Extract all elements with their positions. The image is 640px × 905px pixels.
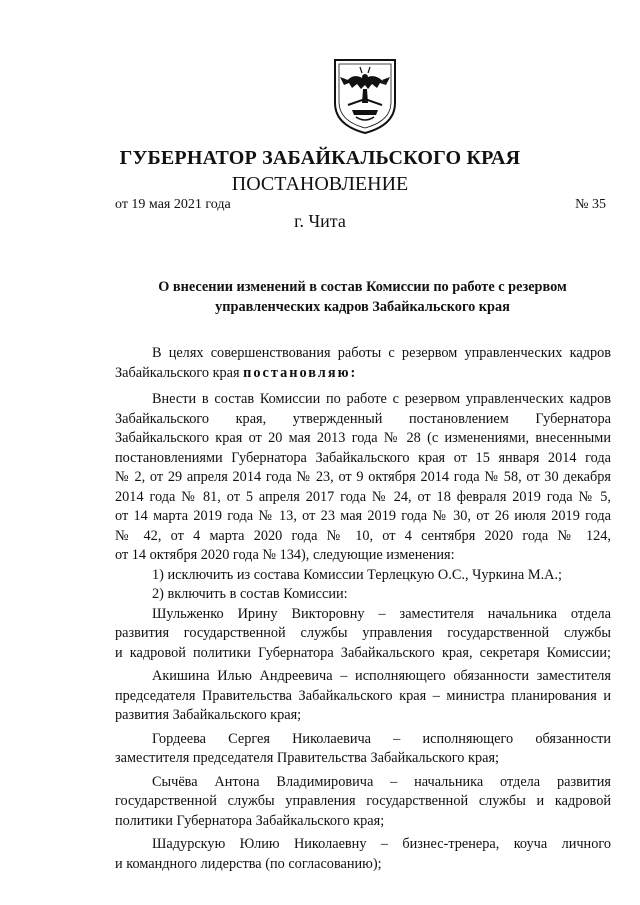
intro-paragraph [115, 344, 611, 383]
document-city: г. Чита [294, 211, 346, 231]
person-line: развития Забайкальского края; [115, 707, 302, 723]
person-entry [115, 773, 611, 832]
person-line: Акишина Илью Андреевича – исполняющего обязанности заместителя [152, 668, 611, 684]
person-line: развития государственной службы управления государственной службы [115, 625, 611, 641]
change-list [115, 566, 611, 605]
person-line: Гордеева Сергея Николаевича – исполняющего обязанности [152, 730, 611, 747]
person-line: Шадурскую Юлию Николаевну – бизнес-тренера, коуча личного [152, 836, 611, 852]
main-line: Внести в состав Комиссии по работе с резервом управленческих кадров [152, 391, 611, 407]
person-entry [115, 605, 611, 664]
person-line: государственной службы управления государственной службы и кадровой [115, 793, 611, 809]
change-item-include: 2) включить в состав Комиссии: [152, 586, 348, 602]
person-entry [115, 730, 611, 769]
person-line: Шульженко Ирину Викторовну – заместителя начальника отдела [152, 605, 611, 622]
person-line: Сычёва Антона Владимировича – начальника отдела развития [152, 773, 611, 790]
authority-title: ГУБЕРНАТОР ЗАБАЙКАЛЬСКОГО КРАЯ [119, 147, 521, 169]
coat-of-arms-emblem [330, 55, 400, 135]
main-line: от 14 октября 2020 года № 134), следующие изменения: [115, 547, 455, 563]
intro-line [115, 364, 611, 384]
document-date: от 19 мая 2021 года [115, 197, 231, 212]
intro-text: Забайкальского края [115, 364, 244, 381]
person-line: и кадровой политики Губернатора Забайкальского края, секретаря Комиссии; [115, 644, 611, 661]
zabaikalsky-coat-of-arms-icon [330, 55, 400, 135]
subject-line: управленческих кадров Забайкальского края [215, 299, 510, 315]
main-line: № 42, от 4 марта 2020 года № 10, от 4 сентября 2020 года № 124, [115, 527, 611, 544]
person-line: заместителя председателя Правительства Забайкальского края; [115, 750, 500, 766]
subject-line: О внесении изменений в состав Комиссии по работе с резервом [158, 279, 567, 295]
person-line: политики Губернатора Забайкальского края; [115, 812, 385, 829]
intro-line: В целях совершенствования работы с резервом управленческих кадров [152, 345, 611, 361]
main-line: Забайкальского края от 20 мая 2013 года № 28 (с изменениями, внесенными [115, 430, 611, 446]
main-line: от 14 марта 2019 года № 13, от 23 мая 2019 года № 30, от 26 июля 2019 года [115, 508, 611, 524]
person-line: председателя Правительства Забайкальского края – министра планирования и [115, 687, 611, 704]
document-number: № 35 [575, 197, 606, 212]
change-item-exclude: 1) исключить из состава Комиссии Терлецкую О.С., Чуркина М.А.; [152, 566, 563, 583]
main-line: Забайкальского края, утвержденный постановлением Губернатора [115, 410, 611, 427]
main-line: постановлениями Губернатора Забайкальского края от 15 января 2014 года [115, 449, 611, 466]
person-entry [115, 667, 611, 726]
document-type: ПОСТАНОВЛЕНИЕ [231, 173, 409, 195]
person-entry [115, 835, 611, 874]
document-body [115, 344, 611, 874]
main-line: 2014 года № 81, от 5 апреля 2017 года № 24, от 18 февраля 2019 года № 5, [115, 488, 611, 505]
main-paragraph [115, 390, 611, 566]
main-line: № 2, от 29 апреля 2014 года № 23, от 9 октября 2014 года № 58, от 30 декабря [115, 469, 611, 485]
document-subject [115, 277, 610, 317]
person-line: и командного лидерства (по согласованию); [115, 855, 382, 872]
decree-keyword: постановляю: [243, 364, 358, 381]
